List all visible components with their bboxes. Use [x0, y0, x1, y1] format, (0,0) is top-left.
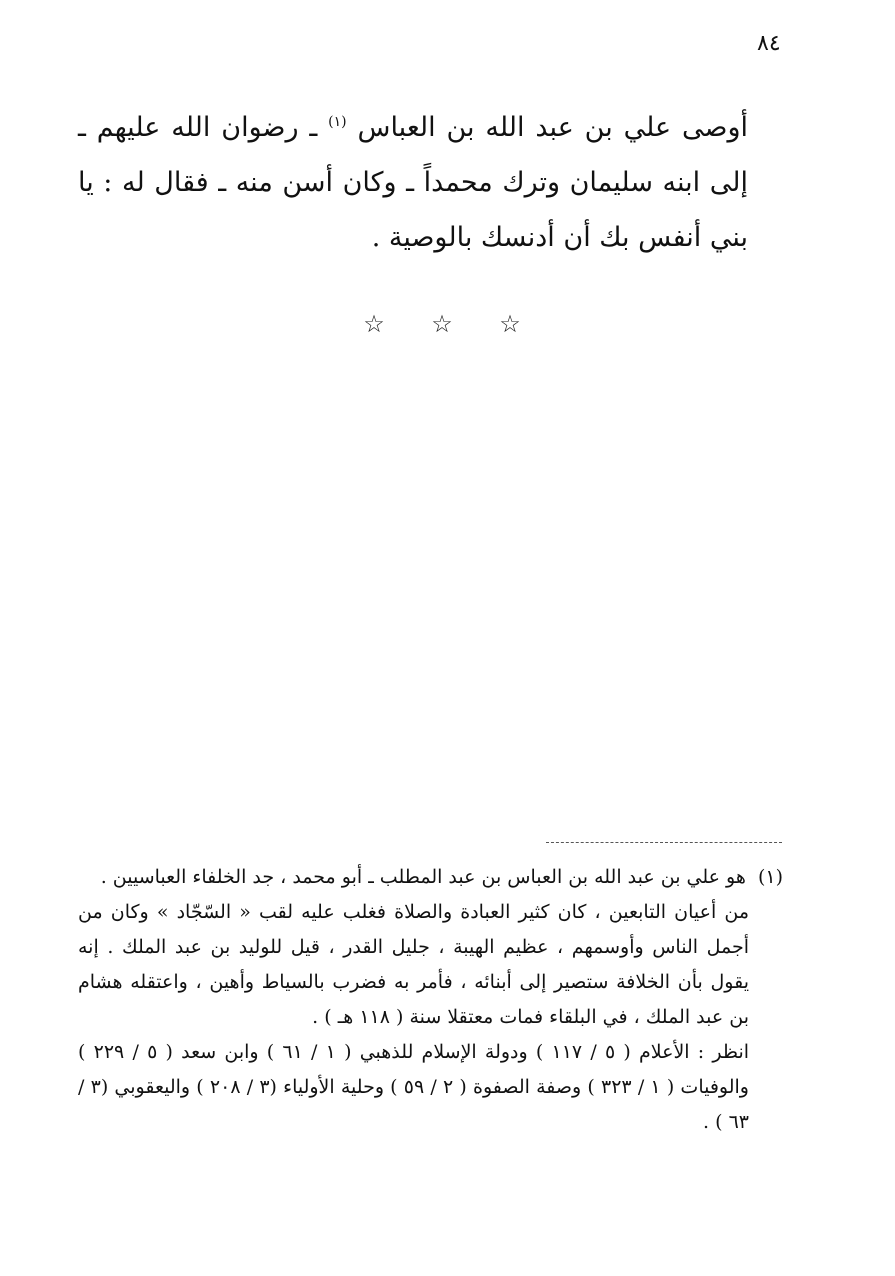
main-text-before-ref: أوصى علي بن عبد الله بن العباس [357, 112, 748, 143]
footnotes [78, 860, 783, 1140]
section-separator [362, 312, 522, 336]
footnote-divider [546, 842, 782, 843]
footnote-number: (١) [757, 866, 783, 888]
footnote-sources: انظر : الأعلام ( ٥ / ١١٧ ) ودولة الإسلام للذهبي ( ١ / ٦١ ) وابن سعد ( ٥ / ٢٢٩ ) والوفيات ( ١ / ٣٢٣ ) وصفة الصفوة ( ٢ / ٥٩ ) وحلية الأولياء (٣ / ٢٠٨ ) واليعقوبي (٣ / ٦٣ ) . [78, 1041, 750, 1133]
star-icon: ☆ [363, 310, 385, 338]
main-paragraph [78, 100, 748, 265]
footnote-reference[interactable]: (١) [328, 114, 347, 130]
footnote-body: من أعيان التابعين ، كان كثير العبادة والصلاة فغلب عليه لقب « السّجّاد » وكان من أجمل الناس وأوسمهم ، عظيم الهيبة ، جليل القدر ، قيل للوليد بن عبد الملك . إنه يقول بأن الخلافة ستصير إلى أبنائه ، فأمر به فضرب بالسياط وأهين ، واعتقله هشام بن عبد الملك ، في البلقاء فمات معتقلا سنة ( ١١٨ هـ ) . [78, 901, 749, 1028]
page-number: ٨٤ [757, 31, 781, 56]
star-icon: ☆ [499, 310, 521, 338]
main-text-after-ref: ـ رضوان الله عليهم ـ إلى ابنه سليمان وترك محمداً ـ وكان أسن منه ـ فقال له : يا بني أنفس بك أن أدنسك بالوصية . [78, 112, 748, 253]
footnote-first-line [78, 860, 783, 895]
star-icon: ☆ [431, 310, 453, 338]
footnote-heading-text: هو علي بن عبد الله بن العباس بن عبد المطلب ـ أبو محمد ، جد الخلفاء العباسيين . [100, 866, 746, 888]
